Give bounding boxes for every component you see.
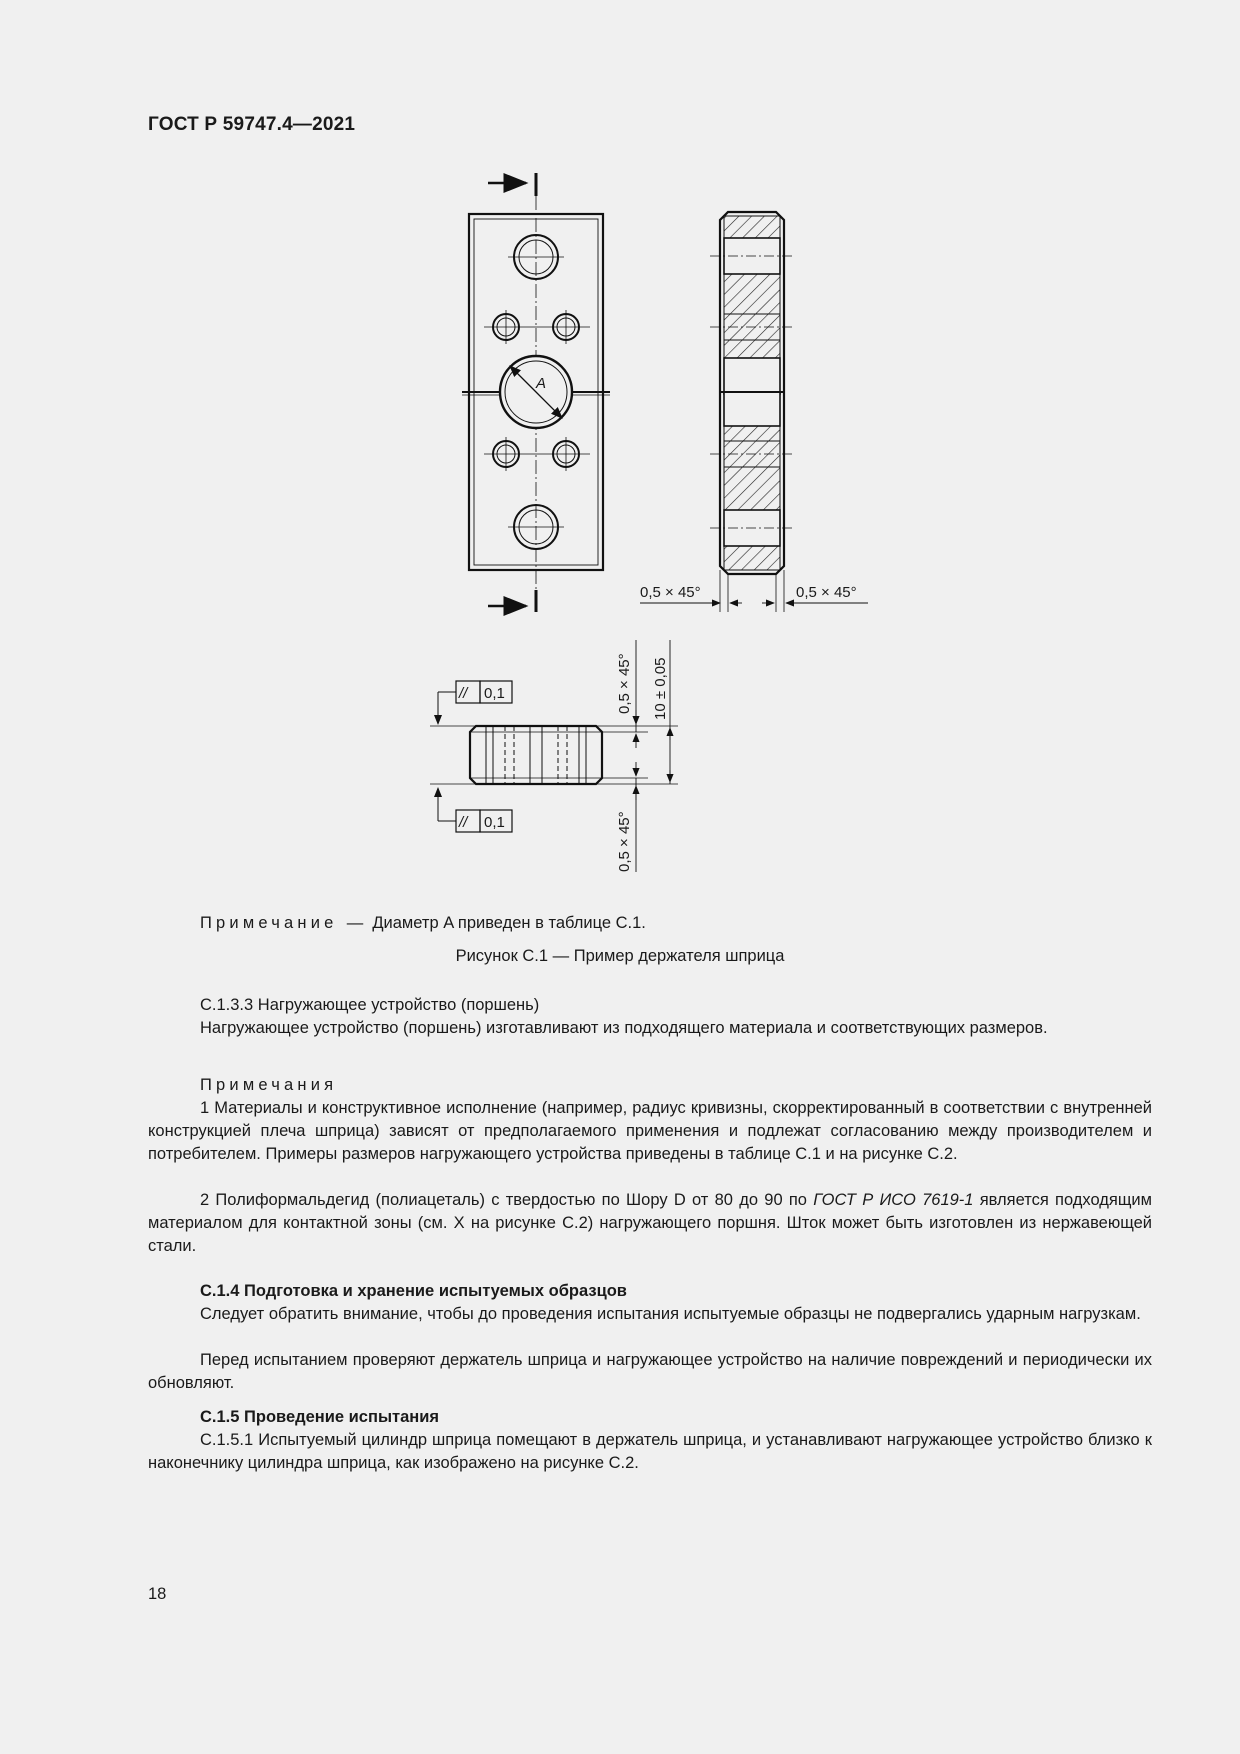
standard-reference: ГОСТ Р ИСО 7619-1 bbox=[813, 1191, 974, 1209]
side-view bbox=[640, 212, 868, 612]
diameter-label: A bbox=[536, 375, 547, 392]
figure-caption: Рисунок С.1 — Пример держателя шприца bbox=[455, 947, 785, 965]
section-c151-text: С.1.5.1 Испытуемый цилиндр шприца помещают в держатель шприца, и устанавливают нагружающее устройство близко к наконечнику цилиндра шприца, как изображено на рисунке С.2. bbox=[148, 1431, 1152, 1472]
section-c14-p1: Следует обратить внимание, чтобы до проведения испытания испытуемые образцы не подвергались ударным нагрузкам. bbox=[200, 1305, 1141, 1323]
svg-text://: // bbox=[459, 685, 468, 702]
svg-text:0,1: 0,1 bbox=[484, 814, 505, 831]
section-c14-heading: С.1.4 Подготовка и хранение испытуемых образцов bbox=[200, 1282, 627, 1300]
note-text: Диаметр A приведен в таблице С.1. bbox=[372, 914, 646, 932]
section-c133-text: Нагружающее устройство (поршень) изготавливают из подходящего материала и соответствующих размеров. bbox=[200, 1019, 1048, 1037]
chamfer-dim-left: 0,5 × 45° bbox=[640, 584, 701, 601]
document-header: ГОСТ Р 59747.4—2021 bbox=[148, 114, 356, 135]
central-bore bbox=[500, 356, 572, 428]
tolerance-frame-bottom bbox=[438, 788, 512, 832]
section-c14-p2: Перед испытанием проверяют держатель шприца и нагружающее устройство на наличие повреждений и периодически их обновляют. bbox=[148, 1351, 1152, 1392]
height-dim: 10 ± 0,05 bbox=[652, 657, 669, 720]
figure-note bbox=[200, 912, 1100, 935]
page-number: 18 bbox=[148, 1585, 167, 1603]
notes-label: Примечания bbox=[200, 1076, 338, 1094]
section-c133-heading: С.1.3.3 Нагружающее устройство (поршень) bbox=[200, 996, 540, 1014]
tolerance-frame-top bbox=[438, 681, 512, 724]
note-label: Примечание bbox=[200, 914, 338, 932]
note-dash: — bbox=[346, 914, 364, 932]
front-view bbox=[462, 173, 610, 612]
section-c15-heading: С.1.5 Проведение испытания bbox=[200, 1408, 440, 1426]
chamfer-dim-right: 0,5 × 45° bbox=[796, 584, 857, 601]
note-2: 2 Полиформальдегид (полиацеталь) с твердостью по Шору D от 80 до 90 по ГОСТ Р ИСО 7619-1 является подходящим материалом для контактной зоны (см. X на рисунке С.2) нагружающего поршня. Шток может быть изготовлен из нержавеющей стали. bbox=[148, 1191, 1152, 1255]
chamfer-dim-lower: 0,5 × 45° bbox=[616, 811, 633, 872]
svg-text://: // bbox=[459, 814, 468, 831]
edge-view bbox=[430, 640, 678, 872]
note-1: 1 Материалы и конструктивное исполнение (например, радиус кривизны, скорректированный в соответствии с внутренней конструкцией плеча шприца) зависят от предполагаемого применения и подлежат согласованию между производителем и потребителем. Примеры размеров нагружающего устройства приведены в таблице С.1 и на рисунке С.2. bbox=[148, 1099, 1152, 1163]
svg-text:0,1: 0,1 bbox=[484, 685, 505, 702]
chamfer-dim-upper: 0,5 × 45° bbox=[616, 653, 633, 714]
